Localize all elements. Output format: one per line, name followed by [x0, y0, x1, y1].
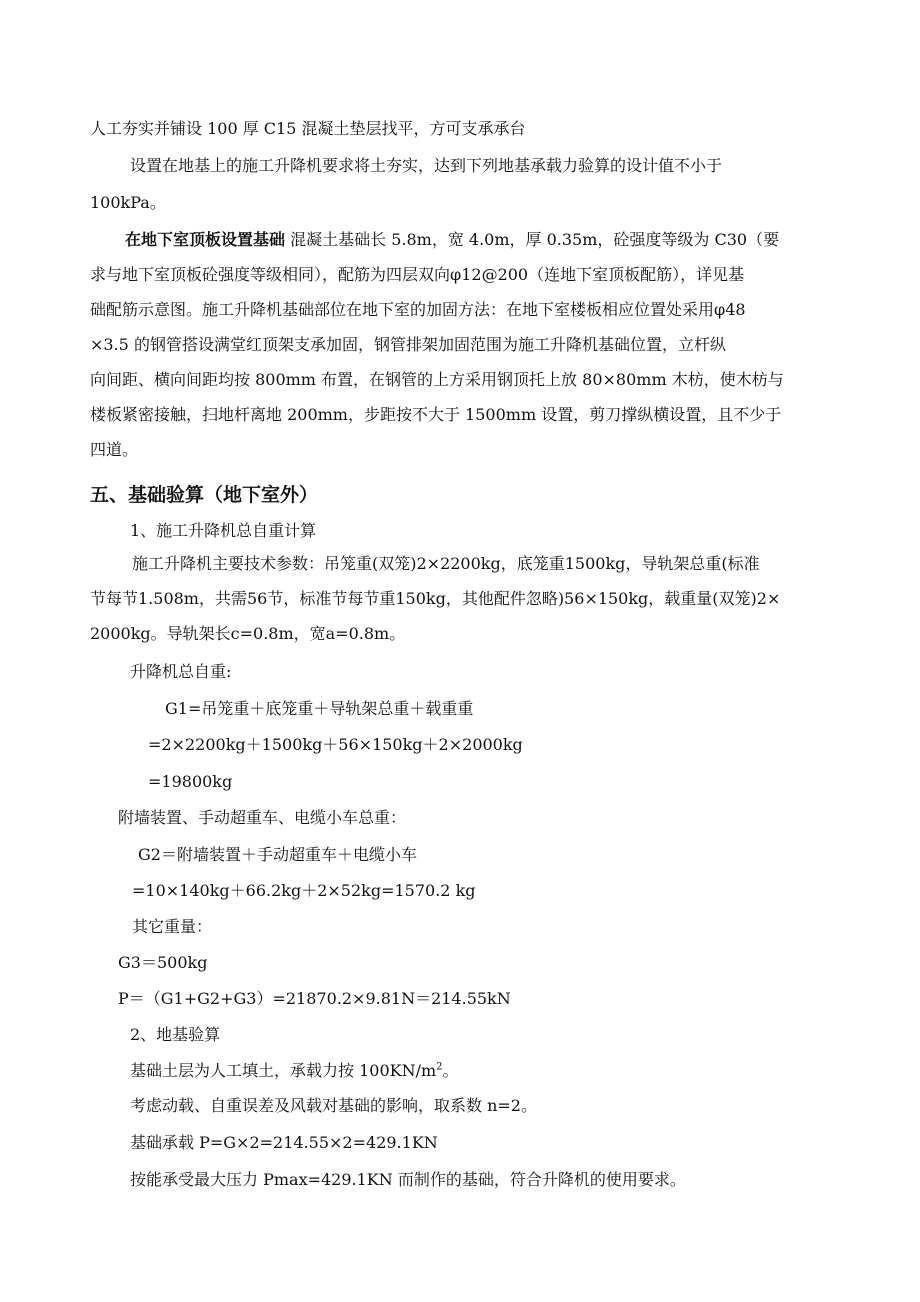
text-line: P＝（G1+G2+G3）=21870.2×9.81N＝214.55kN — [118, 989, 511, 1008]
text-line: ×3.5 的钢管搭设满堂红顶架支承加固，钢管排架加固范围为施工升降机基础位置，立杆纵 — [90, 335, 726, 354]
paragraph-line — [125, 229, 779, 251]
soil-line — [130, 1060, 459, 1082]
text-line: 100kPa。 — [90, 193, 166, 212]
text-line: 考虑动载、自重误差及风载对基础的影响，取系数 n=2。 — [130, 1096, 537, 1115]
text-line: =2×2200kg＋1500kg＋56×150kg＋2×2000kg — [148, 735, 523, 754]
text-line: 其它重量： — [132, 917, 213, 936]
text-line: =19800kg — [148, 772, 233, 791]
text-line: 基础承载 P=G×2=214.55×2=429.1KN — [130, 1133, 438, 1152]
text-line: G2＝附墙装置＋手动超重车＋电缆小车 — [138, 845, 417, 864]
text-line: 节每节1.508m，共需56节，标准节每节重150kg，其他配件忽略)56×150kg，载重量(双笼)2× — [90, 589, 781, 608]
text-line: G3＝500kg — [118, 953, 208, 972]
text-line: 施工升降机主要技术参数：吊笼重(双笼)2×2200kg，底笼重1500kg，导轨架总重(标准 — [132, 554, 760, 573]
text-line: =10×140kg＋66.2kg＋2×52kg=1570.2 kg — [132, 881, 476, 900]
text-span: 混凝土基础长 5.8m，宽 4.0m，厚 0.35m，砼强度等级为 C30（要 — [290, 230, 780, 249]
text-line: 础配筋示意图。施工升降机基础部位在地下室的加固方法：在地下室楼板相应位置处采用φ48 — [90, 300, 746, 319]
section-heading: 五、基础验算（地下室外） — [90, 484, 319, 506]
text-line: 人工夯实并铺设 100 厚 C15 混凝土垫层找平，方可支承承台 — [90, 119, 526, 138]
text-line: 向间距、横向间距均按 800mm 布置，在钢管的上方采用钢顶托上放 80×80mm 木枋，使木枋与 — [90, 370, 784, 389]
text-line: 设置在地基上的施工升降机要求将土夯实，达到下列地基承载力验算的设计值不小于 — [130, 156, 723, 175]
basement-title: 在地下室顶板设置基础 — [125, 230, 286, 249]
text-line: 附墙装置、手动超重车、电缆小车总重： — [118, 808, 407, 827]
text-span: 。 — [442, 1061, 459, 1080]
text-line: 2000kg。导轨架长c=0.8m，宽a=0.8m。 — [90, 624, 406, 643]
text-span: 基础土层为人工填土，承载力按 100KN/m — [130, 1061, 437, 1080]
text-line: 楼板紧密接触，扫地杆离地 200mm，步距按不大于 1500mm 设置，剪刀撑纵横设置，且不少于 — [90, 405, 782, 424]
text-line: 四道。 — [90, 440, 139, 459]
text-line: 1、施工升降机总自重计算 — [130, 521, 317, 540]
text-line: 求与地下室顶板砼强度等级相同），配筋为四层双向φ12@200（连地下室顶板配筋），详见基 — [90, 265, 745, 284]
text-line: 按能承受最大压力 Pmax=429.1KN 而制作的基础，符合升降机的使用要求。 — [130, 1170, 686, 1189]
text-line: 升降机总自重: — [130, 662, 232, 681]
text-line: 2、地基验算 — [130, 1025, 221, 1044]
superscript: 2 — [436, 1061, 443, 1073]
text-line: G1=吊笼重＋底笼重＋导轨架总重＋载重重 — [165, 699, 474, 718]
